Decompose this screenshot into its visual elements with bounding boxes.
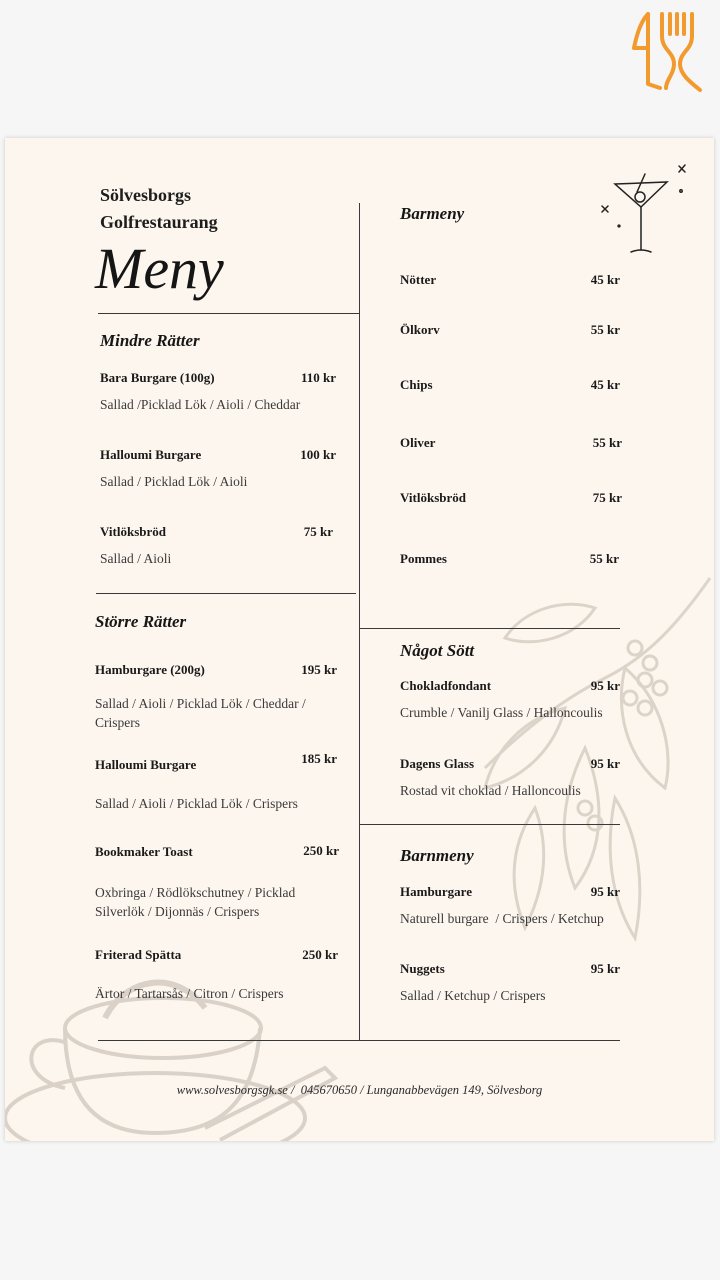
menu-item-price: 45 kr xyxy=(590,272,620,287)
header-divider xyxy=(98,313,359,314)
menu-item-price: 195 kr xyxy=(301,662,337,677)
column-divider xyxy=(359,203,360,1040)
menu-item-description: Sallad / Picklad Lök / Aioli xyxy=(100,474,248,489)
menu-item-description: Sallad /Picklad Lök / Aioli / Cheddar xyxy=(100,397,301,412)
menu-item-description: Sallad / Ketchup / Crispers xyxy=(400,988,546,1003)
menu-item-name: Vitlöksbröd xyxy=(400,490,466,505)
menu-item-price: 55 kr xyxy=(589,551,619,566)
section-divider-right-2 xyxy=(360,824,620,825)
menu-item-name: Vitlöksbröd xyxy=(100,524,166,539)
section-title-storre-ratter: Större Rätter xyxy=(95,612,187,631)
menu-item-name: Friterad Spätta xyxy=(95,947,182,962)
menu-item-name: Ölkorv xyxy=(400,322,440,337)
menu-item-name: Chips xyxy=(400,377,433,392)
footer-contact: www.solvesborgsgk.se / 045670650 / Lunganabbevägen 149, Sölvesborg xyxy=(176,1083,543,1097)
menu-item-price: 95 kr xyxy=(590,756,620,771)
menu-item-price: 75 kr xyxy=(303,524,333,539)
menu-item-name: Halloumi Burgare xyxy=(95,757,197,772)
section-title-nagot-sott: Något Sött xyxy=(400,641,475,660)
menu-item-price: 250 kr xyxy=(303,843,339,858)
section-divider-right-1 xyxy=(360,628,620,629)
menu-item-price: 95 kr xyxy=(590,884,620,899)
menu-card xyxy=(5,138,714,1141)
menu-item-description: Crumble / Vanilj Glass / Halloncoulis xyxy=(400,705,603,720)
restaurant-name xyxy=(100,182,218,236)
restaurant-name-line2: Golfrestaurang xyxy=(100,212,218,232)
menu-item-price: 55 kr xyxy=(592,435,622,450)
menu-item-description: Ärtor / Tartarsås / Citron / Crispers xyxy=(95,986,284,1001)
restaurant-name-line1: Sölvesborgs xyxy=(100,185,192,205)
section-divider-left xyxy=(96,593,356,594)
cocktail-glass-illustration-icon xyxy=(595,160,690,260)
menu-item-description: Naturell burgare / Crispers / Ketchup xyxy=(400,911,604,926)
section-title-barmeny: Barmeny xyxy=(400,204,465,223)
menu-item-name: Bara Burgare (100g) xyxy=(100,370,215,385)
fork-knife-logo-icon xyxy=(630,8,706,96)
section-title-mindre-ratter: Mindre Rätter xyxy=(100,331,200,350)
menu-item-price: 75 kr xyxy=(592,490,622,505)
menu-item-price: 95 kr xyxy=(590,678,620,693)
page-title: Meny xyxy=(95,236,224,301)
menu-item-description: Oxbringa / Rödlökschutney / Picklad Silverlök / Dijonnäs / Crispers xyxy=(95,885,296,919)
menu-item-name: Pommes xyxy=(400,551,447,566)
menu-item-name: Oliver xyxy=(400,435,436,450)
menu-item-name: Bookmaker Toast xyxy=(95,844,193,859)
menu-item-description: Sallad / Aioli / Picklad Lök / Cheddar / Crispers xyxy=(95,696,306,730)
menu-item-price: 45 kr xyxy=(590,377,620,392)
menu-item-name: Dagens Glass xyxy=(400,756,475,771)
menu-item-name: Hamburgare xyxy=(400,884,472,899)
menu-item-name: Nötter xyxy=(400,272,437,287)
menu-item-description: Sallad / Aioli / Picklad Lök / Crispers xyxy=(95,796,298,811)
menu-item-name: Chokladfondant xyxy=(400,678,492,693)
menu-item-name: Halloumi Burgare xyxy=(100,447,202,462)
menu-item-name: Hamburgare (200g) xyxy=(95,662,205,677)
menu-item-price: 185 kr xyxy=(301,751,337,766)
menu-item-price: 250 kr xyxy=(302,947,338,962)
menu-item-price: 100 kr xyxy=(300,447,336,462)
menu-item-price: 110 kr xyxy=(300,370,336,385)
menu-item-name: Nuggets xyxy=(400,961,445,976)
section-title-barnmeny: Barnmeny xyxy=(400,846,474,865)
bottom-divider xyxy=(98,1040,620,1041)
menu-item-price: 55 kr xyxy=(590,322,620,337)
menu-item-price: 95 kr xyxy=(590,961,620,976)
menu-item-description: Rostad vit choklad / Halloncoulis xyxy=(400,783,581,798)
menu-item-description: Sallad / Aioli xyxy=(100,551,172,566)
